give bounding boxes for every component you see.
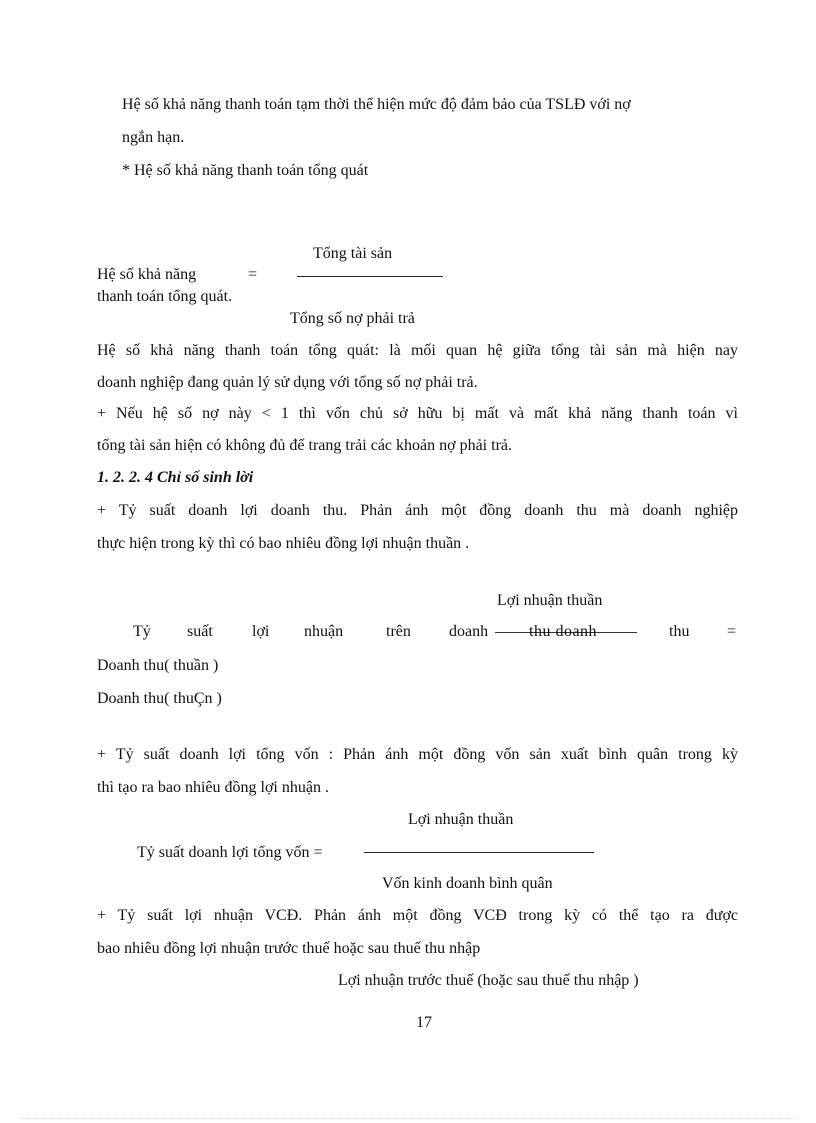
- formula-numerator: Lợi nhuận trước thuế (hoặc sau thuế thu nhập ): [338, 972, 639, 989]
- paragraph-line: + Nếu hệ số nợ này < 1 thì vốn chủ sở hữu bị mất và mất khả năng thanh toán vì: [97, 405, 738, 422]
- paragraph-line: thì tạo ra bao nhiêu đồng lợi nhuận .: [97, 779, 329, 796]
- formula-equals: =: [727, 623, 737, 640]
- formula-word: nhuận: [304, 623, 344, 640]
- formula-word: thu: [669, 623, 690, 640]
- paragraph-line: tổng tài sản hiện có không đủ để trang trải các khoản nợ phải trả.: [97, 437, 512, 454]
- paragraph-text: Hệ số khả năng thanh toán tạm thời thể hiện mức độ đảm bảo của TSLĐ với nợ: [122, 96, 631, 113]
- formula-line: Doanh thu( thuÇn ): [97, 690, 222, 707]
- formula-denominator: Tổng số nợ phải trả: [290, 310, 415, 327]
- fraction-bar: [364, 852, 594, 853]
- formula-word: Tỷ: [133, 623, 151, 640]
- paragraph-line: + Tỷ suất doanh lợi tổng vốn : Phản ánh một đồng vốn sản xuất bình quân trong kỳ: [97, 746, 738, 763]
- paragraph-line: [122, 95, 738, 115]
- paragraph-line: doanh nghiệp đang quản lý sử dụng với tổng số nợ phải trả.: [97, 374, 478, 391]
- section-subheading: * Hệ số khả năng thanh toán tổng quát: [122, 162, 369, 179]
- paragraph-line: ngắn hạn.: [122, 129, 185, 146]
- formula-word: lợi: [252, 623, 270, 640]
- formula-word: suất: [187, 623, 213, 640]
- formula-equals: =: [248, 266, 258, 283]
- formula-label: Tỷ suất doanh lợi tổng vốn =: [137, 844, 323, 861]
- formula-numerator: Lợi nhuận thuần: [497, 592, 603, 609]
- formula-label: thanh toán tổng quát.: [97, 288, 233, 305]
- formula-numerator: Tổng tài sản: [313, 245, 393, 262]
- fraction-bar: [297, 276, 443, 277]
- paragraph-line: thực hiện trong kỳ thì có bao nhiêu đồng lợi nhuận thuần .: [97, 535, 470, 552]
- section-heading: 1. 2. 2. 4 Chỉ số sinh lời: [97, 469, 254, 486]
- page-number: 17: [416, 1014, 432, 1031]
- page-edge-divider: [20, 1118, 796, 1119]
- formula-line: Doanh thu( thuần ): [97, 657, 219, 674]
- formula-numerator: Lợi nhuận thuần: [408, 811, 514, 828]
- paragraph-line: + Tỷ suất doanh lợi doanh thu. Phản ánh một đồng doanh thu mà doanh nghiệp: [97, 502, 738, 519]
- formula-struck-text: thu doanh: [529, 623, 598, 640]
- paragraph-line: Hệ số khả năng thanh toán tổng quát: là mối quan hệ giữa tổng tài sản mà hiện nay: [97, 342, 738, 359]
- formula-label: Hệ số khả năng: [97, 266, 197, 283]
- formula-denominator: Vốn kinh doanh bình quân: [382, 875, 553, 892]
- paragraph-line: + Tỷ suất lợi nhuận VCĐ. Phản ánh một đồng VCĐ trong kỳ có thể tạo ra được: [97, 907, 738, 924]
- formula-word: trên: [386, 623, 411, 640]
- paragraph-line: bao nhiêu đồng lợi nhuận trước thuế hoặc sau thuế thu nhập: [97, 940, 481, 957]
- formula-word: doanh: [449, 623, 489, 640]
